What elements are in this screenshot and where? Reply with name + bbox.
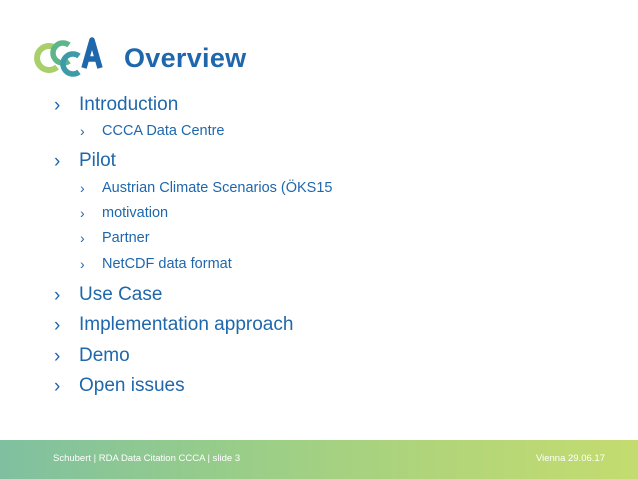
bullet-marker-icon: › <box>54 376 61 397</box>
bullet-text: Pilot <box>79 150 116 171</box>
bullet-marker-icon: › <box>80 123 85 139</box>
bullet-text: motivation <box>102 205 169 221</box>
bullet-marker-icon: › <box>54 315 61 336</box>
bullet-marker-icon: › <box>54 285 61 306</box>
bullet-marker-icon: › <box>80 230 85 246</box>
slide-title: Overview <box>124 43 247 73</box>
bullet-text: NetCDF data format <box>102 256 232 272</box>
slide-footer <box>0 440 638 479</box>
bullet-marker-icon: › <box>54 346 61 367</box>
footer-date: Vienna 29.06.17 <box>535 453 605 464</box>
bullet-marker-icon: › <box>80 180 85 196</box>
bullet-text: Use Case <box>79 284 163 305</box>
bullet-text: Implementation approach <box>79 314 294 335</box>
bullet-text: Demo <box>79 345 130 366</box>
bullet-text: Partner <box>102 230 150 246</box>
bullet-text: Austrian Climate Scenarios (ÖKS15 <box>102 180 333 196</box>
bullet-marker-icon: › <box>54 151 61 172</box>
bullet-text: CCCA Data Centre <box>102 123 225 139</box>
bullet-text: Introduction <box>79 94 179 115</box>
bullet-marker-icon: › <box>80 205 85 221</box>
bullet-marker-icon: › <box>80 256 85 272</box>
footer-credits: Schubert | RDA Data Citation CCCA | slide 3 <box>53 453 241 464</box>
bullet-text: Open issues <box>79 375 185 396</box>
bullet-marker-icon: › <box>54 95 61 116</box>
